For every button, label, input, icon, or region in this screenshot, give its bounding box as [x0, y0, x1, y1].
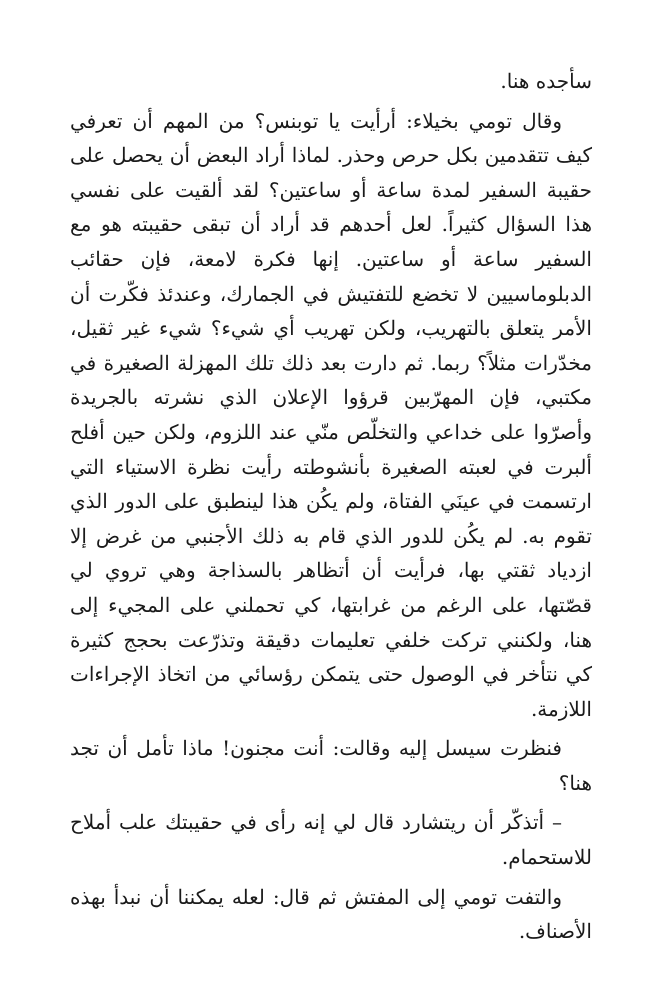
page-text: [70, 64, 592, 954]
paragraph-1: سأجده هنا.: [500, 69, 592, 93]
paragraph-4: – أتذكّر أن ريتشارد قال لي إنه رأى في حقيبتك علب أملاح للاستحمام.: [70, 810, 592, 870]
paragraph-2: وقال تومي بخيلاء: أرأيت يا توبنس؟ من المهم أن تعرفي كيف تتقدمين بكل حرص وحذر. لماذا أراد البعض أن يحصل على حقيبة السفير لمدة ساعة أو ساعتين؟ لقد ألقيت على نفسي هذا السؤال كثيراً. لعل أحدهم قد أراد أن تبقى حقيبته هو مع السفير ساعة أو ساعتين. إنها فكرة لامعة، فإن حقائب الدبلوماسيين لا تخضع للتفتيش في الجمارك، وعندئذ فكّرت أن الأمر يتعلق بالتهريب، ولكن تهريب أي شيء؟ شيء غير ثقيل، مخدّرات مثلاً؟ ربما. ثم دارت بعد ذلك تلك المهزلة الصغيرة في مكتبي، فإن المهرّبين قرؤوا الإعلان الذي نشرته بالجريدة وأصرّوا على خداعي والتخلّص منّي عند اللزوم، ولكن حين أفلح ألبرت في لعبته الصغيرة بأنشوطته رأيت نظرة الاستياء التي ارتسمت في عينَي الفتاة، ولم يكُن هذا لينطبق على الدور الذي تقوم به. لم يكُن للدور الذي قام به ذلك الأجنبي من غرض إلا ازدياد ثقتي بها، فرأيت أن أتظاهر بالسذاجة وهي تروي لي قصّتها، على الرغم من غرابتها، كي تحملني على المجيء إلى هنا، ولكنني تركت خلفي تعليمات دقيقة وتذرّعت بحجج كثيرة كي نتأخر في الوصول حتى يتمكن رؤسائي من اتخاذ الإجراءات اللازمة.: [70, 108, 592, 721]
paragraph-5: والتفت تومي إلى المفتش ثم قال: لعله يمكننا أن نبدأ بهذه الأصناف.: [70, 884, 592, 944]
paragraph-3: فنظرت سيسل إليه وقالت: أنت مجنون! ماذا تأمل أن تجد هنا؟: [70, 736, 592, 795]
